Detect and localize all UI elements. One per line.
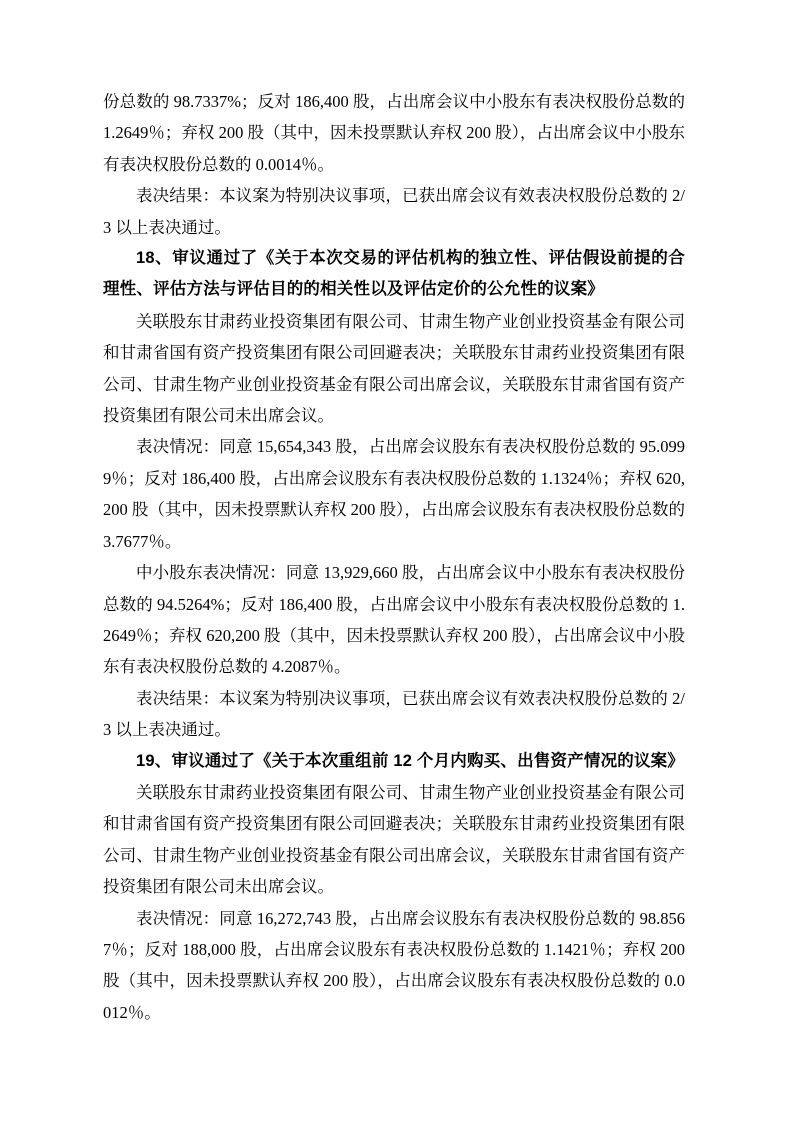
document-content bbox=[103, 86, 685, 1028]
proposal-19-recusal-statement: 关联股东甘肃药业投资集团有限公司、甘肃生物产业创业投资基金有限公司和甘肃省国有资产投资集团有限公司回避表决；关联股东甘肃药业投资集团有限公司、甘肃生物产业创业投资基金有限公司出席会议，关联股东甘肃省国有资产投资集团有限公司未出席会议。 bbox=[103, 782, 685, 897]
proposal-19-heading: 19、审议通过了《关于本次重组前 12 个月内购买、出售资产情况的议案》 bbox=[136, 751, 685, 770]
proposal-18-heading: 18、审议通过了《关于本次交易的评估机构的独立性、评估假设前提的合理性、评估方法与评估目的的相关性以及评估定价的公允性的议案》 bbox=[103, 249, 685, 299]
vote-result-previous-item: 表决结果：本议案为特别决议事项，已获出席会议有效表决权股份总数的 2/3 以上表决通过。 bbox=[103, 186, 685, 237]
proposal-18-vote-result: 表决结果：本议案为特别决议事项，已获出席会议有效表决权股份总数的 2/3 以上表决通过。 bbox=[103, 688, 685, 740]
proposal-19-vote-details: 表决情况：同意 16,272,743 股，占出席会议股东有表决权股份总数的 98.8567％；反对 188,000 股，占出席会议股东有表决权股份总数的 1.1421％；弃权 200 股（其中，因未投票默认弃权 200 股），占出席会议股东有表决权股份总数的 0.0012％。 bbox=[103, 908, 685, 1022]
carryover-minor-shareholder-vote-text: 份总数的 98.7337%；反对 186,400 股，占出席会议中小股东有表决权股份总数的 1.2649％；弃权 200 股（其中，因未投票默认弃权 200 股），占出席会议中小股东有表决权股份总数的 0.0014％。 bbox=[103, 92, 685, 174]
proposal-18-vote-details: 表决情况：同意 15,654,343 股，占出席会议股东有表决权股份总数的 95.0999％；反对 186,400 股，占出席会议股东有表决权股份总数的 1.1324％；弃权 620,200 股（其中，因未投票默认弃权 200 股），占出席会议股东有表决权股份总数的 3.7677％。 bbox=[103, 437, 685, 551]
proposal-18-recusal-statement: 关联股东甘肃药业投资集团有限公司、甘肃生物产业创业投资基金有限公司和甘肃省国有资产投资集团有限公司回避表决；关联股东甘肃药业投资集团有限公司、甘肃生物产业创业投资基金有限公司出席会议，关联股东甘肃省国有资产投资集团有限公司未出席会议。 bbox=[103, 311, 685, 426]
proposal-18-minor-shareholder-vote-details: 中小股东表决情况：同意 13,929,660 股，占出席会议中小股东有表决权股份总数的 94.5264%；反对 186,400 股，占出席会议中小股东有表决权股份总数的 1.2649％；弃权 620,200 股（其中，因未投票默认弃权 200 股），占出席会议中小股东有表决权股份总数的 4.2087％。 bbox=[103, 563, 685, 677]
